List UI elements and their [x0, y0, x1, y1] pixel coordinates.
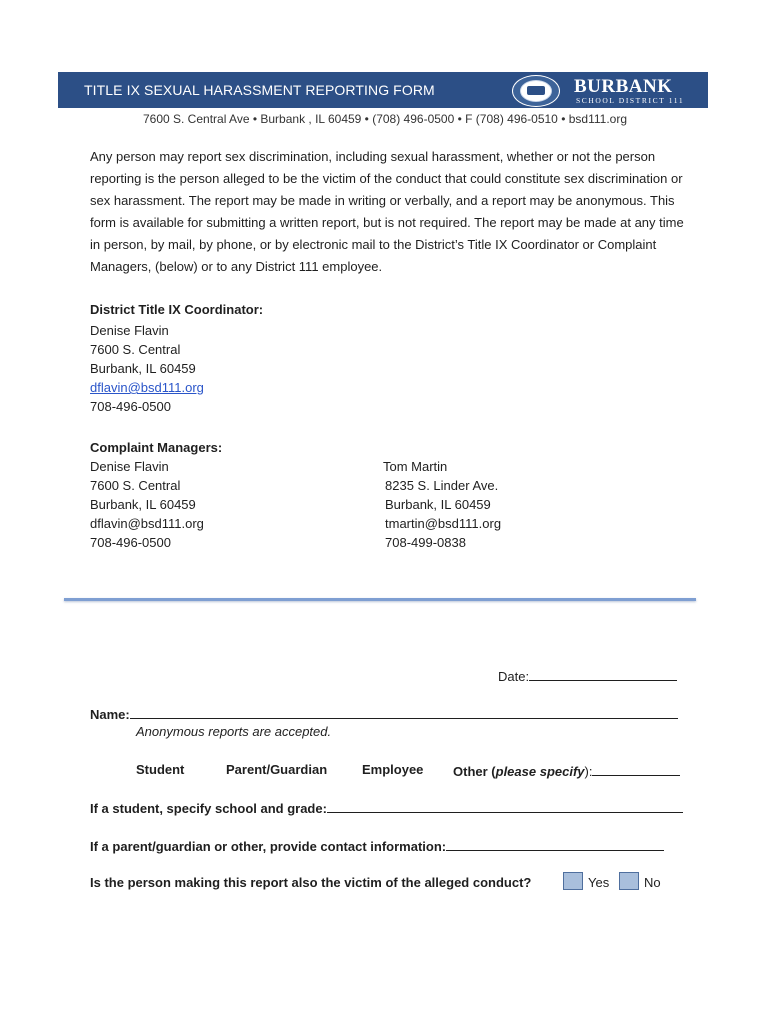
anonymous-note: Anonymous reports are accepted. — [136, 724, 332, 739]
school-grade-input[interactable] — [327, 799, 683, 813]
manager-1-name: Denise Flavin — [90, 459, 169, 474]
manager-1-email: dflavin@bsd111.org — [90, 516, 204, 531]
name-row — [90, 705, 678, 722]
manager-2-city: Burbank, IL 60459 — [385, 497, 491, 512]
victim-question: Is the person making this report also the victim of the alleged conduct? — [90, 875, 532, 890]
manager-2-block — [383, 457, 501, 552]
yes-checkbox[interactable] — [563, 872, 583, 890]
complaint-managers-heading: Complaint Managers: — [90, 440, 223, 455]
coordinator-city: Burbank, IL 60459 — [90, 361, 196, 376]
manager-2-email: tmartin@bsd111.org — [385, 516, 502, 531]
coordinator-phone: 708-496-0500 — [90, 399, 171, 414]
district-address: 7600 S. Central Ave • Burbank , IL 60459 • (708) 496-0500 • F (708) 496-0510 • bsd111.org — [142, 112, 627, 126]
coordinator-heading: District Title IX Coordinator: — [90, 302, 264, 317]
role-student[interactable]: Student — [136, 762, 185, 777]
coordinator-email-link[interactable]: dflavin@bsd111.org — [90, 380, 204, 395]
role-other-suffix: ): — [584, 764, 593, 779]
intro-text: Any person may report sex discrimination, including sexual harassment, whether or not the person reporting is the person alleged to be the victim of the conduct that could constitute sex discrimination or sex harassment. The report may be made in writing or verbally, and a report may be anonymous. This form is available for submitting a written report, but is not required. The report may be made at any time in person, by mail, by phone, or by electronic mail to the District’s Title IX Coordinator or Complaint Managers, (below) or to any District 111 employee. — [90, 149, 684, 274]
brand-subtitle: SCHOOL DISTRICT 111 — [576, 96, 685, 105]
no-label: No — [644, 875, 661, 890]
complaint-managers-block — [90, 438, 222, 552]
contact-label: If a parent/guardian or other, provide contact information: — [90, 839, 447, 854]
date-input[interactable] — [529, 667, 677, 681]
contact-input[interactable] — [446, 837, 664, 851]
name-input[interactable] — [130, 705, 678, 719]
section-divider — [64, 598, 696, 601]
district-logo — [504, 74, 700, 106]
role-parent-guardian[interactable]: Parent/Guardian — [226, 762, 328, 777]
contact-row — [90, 837, 664, 854]
role-other-prefix: Other ( — [453, 764, 496, 779]
role-other[interactable] — [453, 762, 680, 779]
name-label: Name: — [90, 707, 130, 722]
role-other-italic: please specify — [495, 764, 585, 779]
coordinator-block — [90, 300, 263, 416]
date-label: Date: — [498, 669, 530, 684]
school-grade-label: If a student, specify school and grade: — [90, 801, 327, 816]
no-checkbox[interactable] — [619, 872, 639, 890]
other-specify-input[interactable] — [592, 762, 680, 776]
form-title: TITLE IX SEXUAL HARASSMENT REPORTING FORM — [84, 82, 435, 98]
manager-1-phone: 708-496-0500 — [90, 535, 171, 550]
header-banner — [58, 72, 708, 108]
manager-2-name: Tom Martin — [383, 459, 448, 474]
district-seal-icon — [512, 75, 560, 107]
yes-label: Yes — [588, 875, 610, 890]
intro-paragraph — [90, 146, 690, 278]
school-grade-row — [90, 799, 683, 816]
role-employee[interactable]: Employee — [362, 762, 424, 777]
manager-1-city: Burbank, IL 60459 — [90, 497, 196, 512]
manager-2-street: 8235 S. Linder Ave. — [385, 478, 499, 493]
date-row — [498, 667, 677, 684]
brand-name: BURBANK — [574, 76, 673, 97]
coordinator-name: Denise Flavin — [90, 323, 169, 338]
manager-2-phone: 708-499-0838 — [385, 535, 466, 550]
manager-1-street: 7600 S. Central — [90, 478, 181, 493]
coordinator-street: 7600 S. Central — [90, 342, 181, 357]
